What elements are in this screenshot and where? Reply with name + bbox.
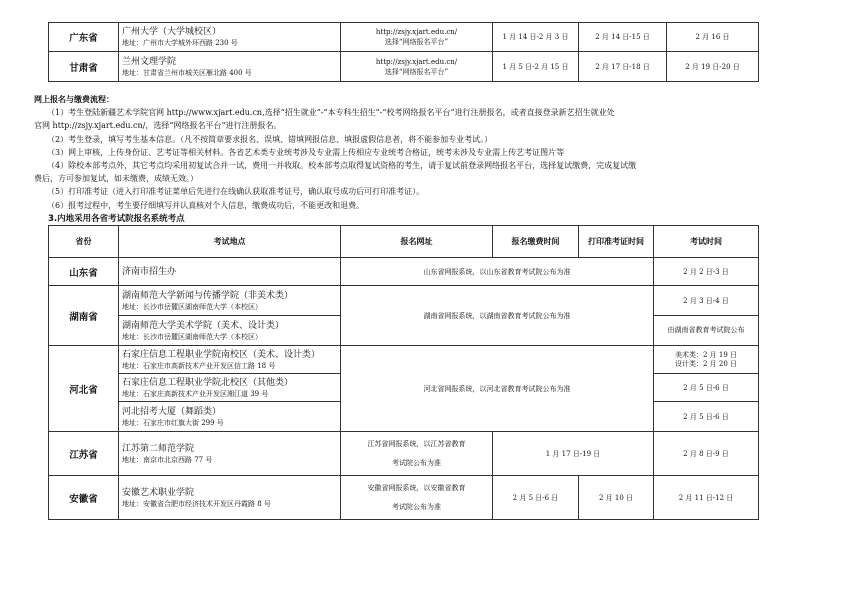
section-title: 3.内地采用各省考试院报名系统考点 bbox=[48, 214, 185, 224]
url-text-line1: 安徽省网报系统，以安徽省教育 bbox=[367, 483, 466, 492]
table-row bbox=[49, 286, 759, 316]
table-row bbox=[49, 432, 759, 476]
province-cell: 江苏省 bbox=[49, 432, 119, 476]
province-cell: 甘肃省 bbox=[49, 52, 119, 82]
school-name: 湖南师范大学美术学院（美术、设计类） bbox=[122, 320, 285, 331]
header-print-time: 打印准考证时间 bbox=[579, 226, 654, 258]
header-url: 报名网址 bbox=[341, 226, 493, 258]
province-cell: 湖南省 bbox=[49, 286, 119, 346]
registration-url-cell bbox=[341, 432, 493, 476]
process-step-3: （3）网上审核，上传身份证、艺考证等相关材料。各省艺术类专业统考涉及专业需上传相应专业统考合格证，统考未涉及专业需上传艺考证图片等 bbox=[47, 147, 565, 157]
school-address: 地址：长沙市岳麓区湖南师范大学（本校区） bbox=[122, 302, 262, 311]
process-heading: 网上报名与缴费流程： bbox=[34, 95, 114, 104]
registration-site-cell bbox=[341, 23, 493, 52]
process-step-4-continued: 费后，方可参加复试，如未缴费，成绩无效。） bbox=[34, 174, 198, 184]
exam-site-cell bbox=[119, 23, 341, 52]
table-row bbox=[49, 258, 759, 286]
school-name: 广州大学（大学城校区） bbox=[122, 27, 222, 37]
exam-site-cell bbox=[119, 316, 341, 346]
registration-url-cell: 河北省网报系统，以河北省教育考试院公布为准 bbox=[341, 346, 654, 432]
process-step-2: （2）考生登录，填写考生基本信息。（凡不按简章要求报名、误填、错填网报信息、填报虚假信息者，将不能参加专业考试。） bbox=[47, 134, 493, 144]
school-name: 兰州文理学院 bbox=[122, 56, 177, 67]
school-address: 地址：南京市北京西路 77 号 bbox=[122, 455, 213, 464]
exam-time-cell: 2 月 5 日-6 日 bbox=[654, 402, 759, 432]
exam-site-cell bbox=[119, 346, 341, 374]
process-step-6: （6）报考过程中，考生要仔细填写并认真核对个人信息，缴费成功后，不能更改和退费。 bbox=[47, 200, 365, 210]
school-address: 地址：安徽省合肥市经济技术开发区丹霞路 8 号 bbox=[122, 499, 271, 508]
header-payment-time: 报名缴费时间 bbox=[493, 226, 579, 258]
exam-site-cell bbox=[119, 286, 341, 316]
site-url: http://zsjy.xjart.edu.cn/ bbox=[375, 57, 458, 66]
school-name: 安徽艺术职业学院 bbox=[122, 487, 195, 498]
provincial-exam-sites-table bbox=[48, 225, 759, 520]
payment-time-cell: 1 月 5 日-2 月 15 日 bbox=[493, 52, 579, 82]
exam-time-cell: 2 月 5 日-6 日 bbox=[654, 374, 759, 402]
province-cell: 安徽省 bbox=[49, 476, 119, 520]
school-address: 地址：石家庄市红旗大街 299 号 bbox=[122, 418, 224, 427]
table-row bbox=[49, 476, 759, 520]
school-name: 济南市招生办 bbox=[122, 266, 177, 277]
payment-time-cell: 1 月 14 日-2 月 3 日 bbox=[493, 23, 579, 52]
process-step-1: （1）考生登陆新疆艺术学院官网 http://www.xjart.edu.cn,选择“招生就业”-“本专科生招生”-“校考网络报名平台”进行注册报名，或者直接登录新艺招生就业处 bbox=[47, 108, 615, 118]
exam-site-cell bbox=[119, 52, 341, 82]
exam-site-cell bbox=[119, 432, 341, 476]
url-text-line1: 江苏省网报系统，以江苏省教育 bbox=[367, 439, 466, 448]
province-cell: 河北省 bbox=[49, 346, 119, 432]
table-row bbox=[49, 52, 759, 82]
exam-site-cell bbox=[119, 476, 341, 520]
province-cell: 广东省 bbox=[49, 23, 119, 52]
payment-time-cell: 2 月 5 日-6 日 bbox=[493, 476, 579, 520]
school-name: 湖南师范大学新闻与传播学院（非美术类） bbox=[122, 290, 294, 301]
exam-time-cell: 2 月 11 日-12 日 bbox=[654, 476, 759, 520]
school-address: 地址：甘肃省兰州市城关区雁北路 400 号 bbox=[122, 68, 252, 77]
registration-site-cell bbox=[341, 52, 493, 82]
process-step-5: （5）打印准考证（进入打印准考证菜单后先进行在线确认获取准考证号，确认取号成功后可打印准考证）。 bbox=[47, 187, 425, 197]
registration-process bbox=[34, 93, 822, 212]
school-name: 石家庄信息工程职业学院南校区（美术、设计类） bbox=[122, 349, 321, 360]
header-province: 省份 bbox=[49, 226, 119, 258]
table-row bbox=[49, 23, 759, 52]
process-step-4: （4）除校本部考点外，其它考点均采用初复试合并一试，费用一并收取。校本部考点取得复试资格的考生，请于复试前登录网络报名平台，选择复试缴费，完成复试缴 bbox=[47, 161, 637, 171]
table-row bbox=[49, 346, 759, 374]
header-site: 考试地点 bbox=[119, 226, 341, 258]
exam-time-cell: 2 月 8 日-9 日 bbox=[654, 432, 759, 476]
top-schedule-table bbox=[48, 22, 759, 82]
site-url: http://zsjy.xjart.edu.cn/ bbox=[375, 28, 458, 36]
header-exam-time: 考试时间 bbox=[654, 226, 759, 258]
site-instruction: 选择“网络报名平台” bbox=[384, 38, 449, 46]
exam-time-design: 设计类：2 月 20 日 bbox=[674, 359, 738, 368]
payment-time-cell: 1 月 17 日-19 日 bbox=[493, 432, 654, 476]
exam-time-cell: 2 月 16 日 bbox=[667, 23, 759, 52]
url-text-line2: 考试院公布为准 bbox=[392, 458, 441, 467]
print-ticket-time-cell: 2 月 10 日 bbox=[579, 476, 654, 520]
school-address: 地址：长沙市岳麓区湖南师范大学（本校区） bbox=[122, 332, 262, 341]
site-instruction: 选择“网络报名平台” bbox=[384, 67, 449, 76]
exam-time-cell: 2 月 2 日-3 日 bbox=[654, 258, 759, 286]
province-cell: 山东省 bbox=[49, 258, 119, 286]
registration-url-cell: 湖南省网报系统，以湖南省教育考试院公布为准 bbox=[341, 286, 654, 346]
print-ticket-time-cell: 2 月 17 日-18 日 bbox=[579, 52, 667, 82]
school-address: 地址：石家庄市高新技术产业开发区信工路 18 号 bbox=[122, 361, 276, 370]
process-step-1-continued: 官网 http://zsjy.xjart.edu.cn/，选择“网络报名平台”进行注册报名。 bbox=[34, 121, 282, 131]
registration-url-cell: 山东省网报系统，以山东省教育考试院公布为准 bbox=[341, 258, 654, 286]
exam-site-cell bbox=[119, 258, 341, 286]
exam-time-cell bbox=[654, 346, 759, 374]
exam-time-cell: 2 月 3 日-4 日 bbox=[654, 286, 759, 316]
print-ticket-time-cell: 2 月 14 日-15 日 bbox=[579, 23, 667, 52]
registration-url-cell bbox=[341, 476, 493, 520]
exam-time-cell: 2 月 19 日-20 日 bbox=[667, 52, 759, 82]
school-name: 河北招考大厦（舞蹈类） bbox=[122, 406, 222, 417]
exam-time-art: 美术类：2 月 19 日 bbox=[674, 350, 738, 359]
school-name: 江苏第二师范学院 bbox=[122, 443, 195, 454]
exam-time-cell: 由湖南省教育考试院公布 bbox=[654, 316, 759, 346]
school-address: 地址：广州市大学城外环西路 230 号 bbox=[122, 39, 238, 47]
exam-site-cell bbox=[119, 374, 341, 402]
url-text-line2: 考试院公布为准 bbox=[392, 502, 441, 511]
school-name: 石家庄信息工程职业学院北校区（其他类） bbox=[122, 377, 294, 388]
exam-site-cell bbox=[119, 402, 341, 432]
table-header-row bbox=[49, 226, 759, 258]
school-address: 地址：石家庄高新技术产业开发区湘江道 39 号 bbox=[122, 389, 269, 398]
